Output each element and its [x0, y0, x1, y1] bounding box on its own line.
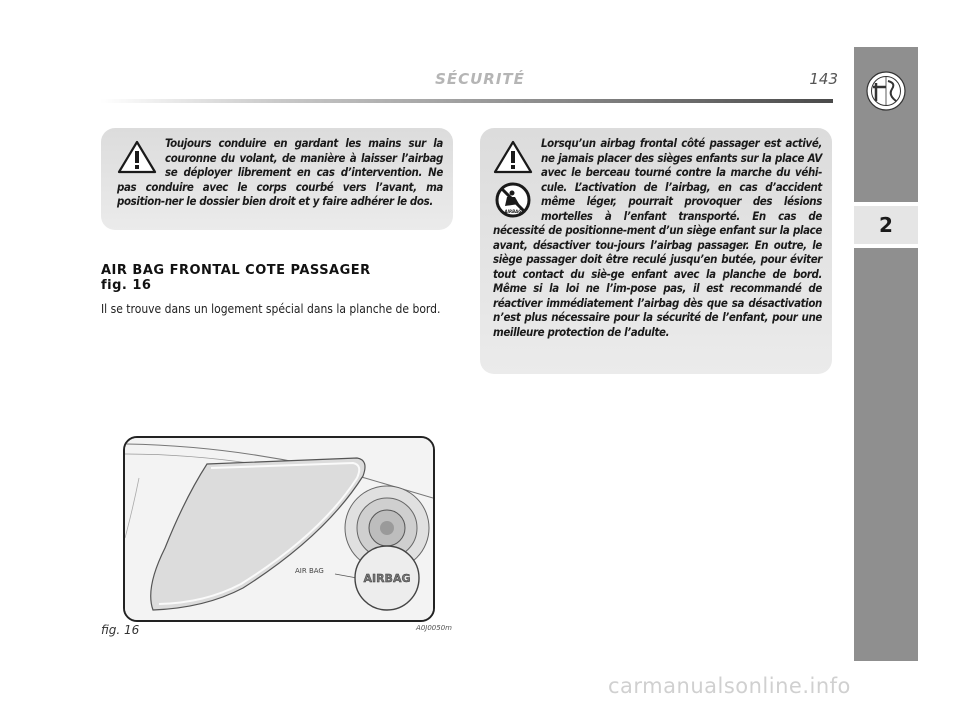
figure-illustration [123, 436, 435, 622]
brand-logo-icon [866, 71, 906, 111]
section-heading [101, 263, 451, 293]
section-heading-figref: fig. 16 [101, 278, 152, 293]
no-child-seat-icon [493, 180, 533, 220]
warning-triangle-icon [117, 140, 157, 174]
section-title: SÉCURITÉ [435, 70, 525, 88]
side-tab-bottom [854, 248, 918, 661]
airbag-small-label: AIR BAG [295, 567, 324, 575]
airbag-large-label: AIRBAG [363, 572, 411, 585]
page-number: 143 [809, 70, 838, 88]
warning-triangle-icon [493, 140, 533, 174]
dashboard-airbag-drawing [125, 438, 433, 620]
figure-code: A0J0050m [416, 624, 452, 632]
no-child-seat-icon-label: AIRBAG [504, 209, 522, 214]
warning-box-driver [101, 128, 453, 230]
warning-text-driver: Toujours conduire en gardant les mains sur la couronne du volant, de manière à laisser l’airbag se déployer librement en cas d’intervention. Ne pas conduire avec le corps courbé vers l’avant, ma position-ner le dossier bien droit et y faire adhérer le dos. [117, 136, 443, 208]
figure-caption: fig. 16 [101, 623, 140, 637]
chapter-tab[interactable]: 2 [854, 206, 918, 244]
warning-text-passenger: Lorsqu’un airbag frontal côté passager est activé, ne jamais placer des sièges enfants sur la place AV avec le berceau tourné contre la marche du véhi-cule. L’activation de l’airbag, en cas d’accident même léger, pourrait provoquer des lésions mortelles à l’enfant transporté. En cas de nécessité de positionne-ment d’un siège enfant sur la place avant, désactiver tou-jours l’airbag passager. En outre, le siège passager doit être reculé jusqu’en butée, pour éviter tout contact du siè-ge enfant avec la planche de bord. Même si la loi ne l’im-pose pas, il est recommandé de réactiver immédiatement l’airbag dès que sa désactivation n’est plus nécessaire pour la sécurité de l’enfant, pour une meilleure protection de l’adulte. [493, 136, 822, 339]
section-heading-title: AIR BAG FRONTAL COTE PASSAGER [101, 263, 371, 278]
warning-box-passenger [480, 128, 832, 374]
header-rule [100, 99, 833, 103]
watermark: carmanualsonline.info [608, 674, 851, 698]
section-body: Il se trouve dans un logement spécial dans la planche de bord. [101, 302, 441, 316]
warning-icon-group [493, 140, 535, 220]
